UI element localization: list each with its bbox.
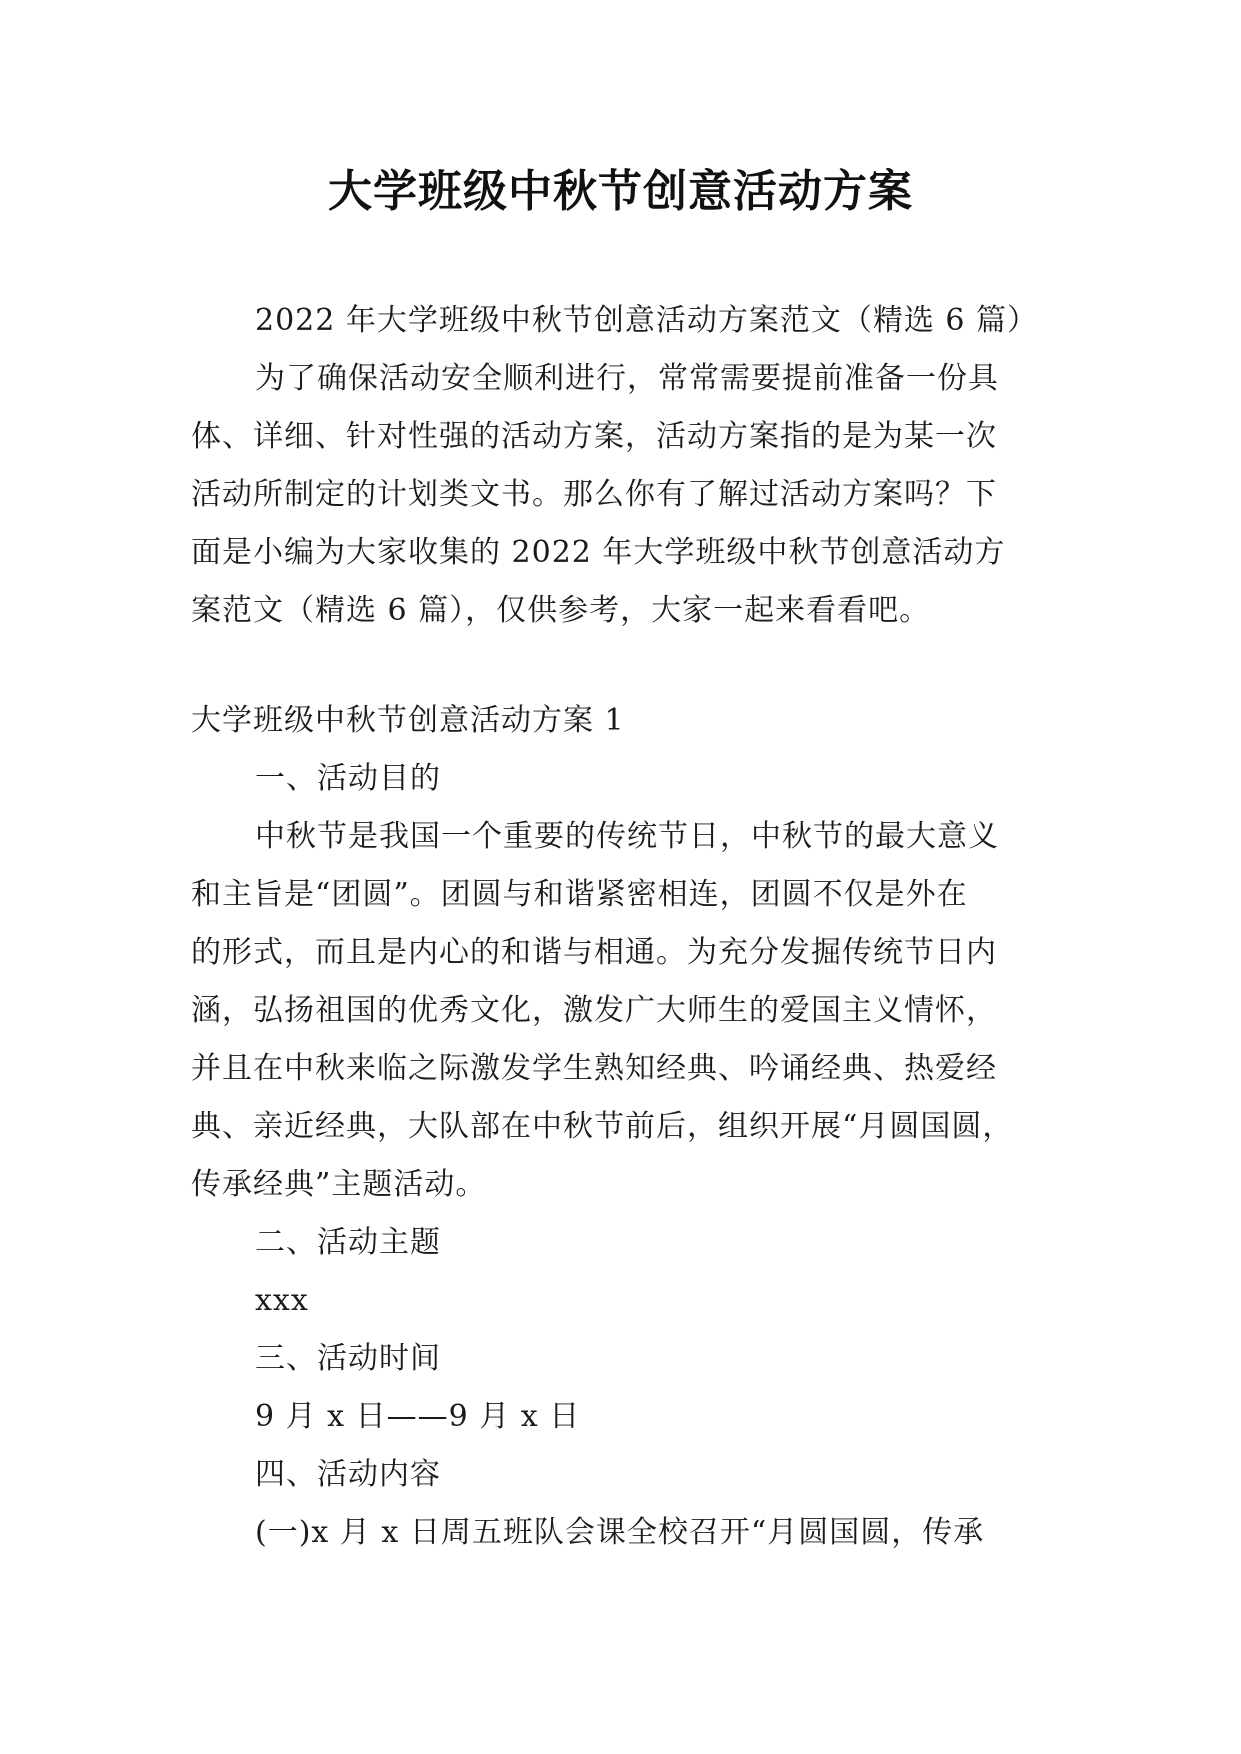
time-heading: 三、活动时间 (255, 1341, 441, 1376)
intro-line: 案范文（精选 6 篇），仅供参考，大家一起来看看吧。 (191, 593, 931, 628)
intro-line: 活动所制定的计划类文书。那么你有了解过活动方案吗？下 (191, 477, 997, 512)
time-value: 9 月 x 日——9 月 x 日 (255, 1399, 581, 1434)
intro-line: 面是小编为大家收集的 2022 年大学班级中秋节创意活动方 (191, 535, 1006, 570)
document-title: 大学班级中秋节创意活动方案 (328, 166, 913, 217)
content-heading: 四、活动内容 (255, 1457, 441, 1492)
theme-value: xxx (255, 1283, 309, 1318)
purpose-line: 传承经典”主题活动。 (191, 1167, 487, 1202)
document-body (191, 292, 1051, 1562)
purpose-line: 和主旨是“团圆”。团圆与和谐紧密相连，团圆不仅是外在 (191, 877, 968, 912)
theme-heading: 二、活动主题 (255, 1225, 441, 1260)
intro-line: 体、详细、针对性强的活动方案，活动方案指的是为某一次 (191, 419, 997, 454)
purpose-line: 涵，弘扬祖国的优秀文化，激发广大师生的爱国主义情怀， (191, 993, 997, 1028)
intro-line: 为了确保活动安全顺利进行，常常需要提前准备一份具 (255, 361, 999, 396)
purpose-line: 中秋节是我国一个重要的传统节日，中秋节的最大意义 (255, 819, 999, 854)
section-gap (191, 640, 1051, 692)
purpose-line: 的形式，而且是内心的和谐与相通。为充分发掘传统节日内 (191, 935, 997, 970)
intro-heading-line: 2022 年大学班级中秋节创意活动方案范文（精选 6 篇） (255, 303, 1039, 338)
purpose-line: 典、亲近经典，大队部在中秋节前后，组织开展“月圆国圆， (191, 1109, 1014, 1144)
section-heading: 大学班级中秋节创意活动方案 1 (191, 703, 625, 738)
content-line: (一)x 月 x 日周五班队会课全校召开“月圆国圆，传承 (255, 1515, 985, 1550)
purpose-line: 并且在中秋来临之际激发学生熟知经典、吟诵经典、热爱经 (191, 1051, 997, 1086)
purpose-heading: 一、活动目的 (255, 761, 441, 796)
